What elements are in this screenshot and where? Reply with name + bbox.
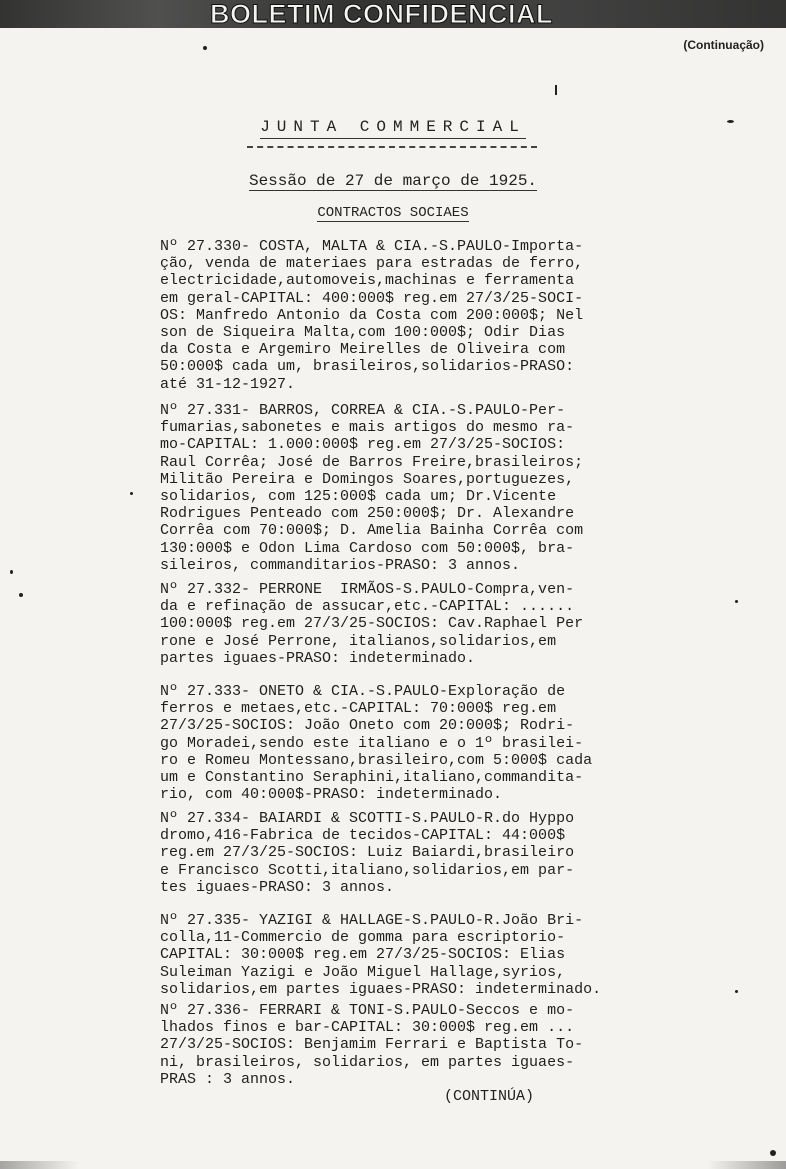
entry-line: solidarios,em partes iguaes-PRASO: indeterminado.	[160, 980, 602, 998]
scan-edge	[0, 1161, 786, 1169]
entry-line: solidarios, com 125:000$ cada um; Dr.Vicente	[160, 488, 557, 506]
entry-line: fumarias,sabonetes e mais artigos do mesmo ra-	[160, 419, 575, 437]
entry-line: Nº 27.336- FERRARI & TONI-S.PAULO-Seccos e mo-	[160, 1002, 575, 1019]
entry-line: sileiros, commanditarios-PRASO: 3 annos.	[160, 556, 521, 574]
scan-speck	[130, 492, 133, 495]
entry-line: ni, brasileiros, solidarios, em partes iguaes-	[160, 1053, 575, 1071]
scan-speck	[735, 600, 738, 603]
contract-entry	[160, 810, 760, 896]
contract-entry	[160, 912, 760, 998]
entry-line: Nº 27.332- PERRONE IRMÃOS-S.PAULO-Compra,ven-	[160, 581, 575, 598]
scan-speck	[555, 85, 557, 95]
entry-line: mo-CAPITAL: 1.000:000$ reg.em 27/3/25-SOCIOS:	[160, 436, 566, 454]
entry-line: até 31-12-1927.	[160, 375, 296, 393]
entry-line: tes iguaes-PRASO: 3 annos.	[160, 878, 395, 896]
entry-line: da e refinação de assucar,etc.-CAPITAL: ......	[160, 598, 575, 616]
entry-line: 50:000$ cada um, brasileiros,solidarios-PRASO:	[160, 358, 575, 376]
section-title	[0, 205, 786, 221]
scan-speck	[19, 593, 23, 597]
entry-line: PRAS : 3 annos.	[160, 1070, 296, 1088]
entry-line: da Costa e Argemiro Meirelles de Oliveira com	[160, 341, 566, 359]
entry-line: rio, com 40:000$-PRASO: indeterminado.	[160, 786, 503, 804]
session-date-text: Sessão de 27 de março de 1925.	[248, 172, 538, 190]
scan-speck	[770, 1150, 776, 1156]
entry-line: Nº 27.335- YAZIGI & HALLAGE-S.PAULO-R.João Bri-	[160, 912, 584, 929]
scan-speck	[735, 990, 738, 993]
org-title-text: JUNTA COMMERCIAL	[260, 118, 526, 139]
entry-line: electricidade,automoveis,machinas e ferramenta	[160, 272, 575, 290]
entry-line: son de Siqueira Malta,com 100:000$; Odir Dias	[160, 324, 566, 342]
entry-line: Corrêa com 70:000$; D. Amelia Bainha Corrêa com	[160, 522, 584, 540]
contract-entry	[160, 1002, 760, 1088]
entry-line: CAPITAL: 30:000$ reg.em 27/3/25-SOCIOS: Elias	[160, 946, 566, 964]
scan-speck	[10, 570, 13, 574]
entry-line: reg.em 27/3/25-SOCIOS: Luiz Baiardi,brasileiro	[160, 844, 575, 862]
entry-line: ro e Romeu Montessano,brasileiro,com 5:000$ cada	[160, 751, 593, 769]
entry-line: dromo,416-Fabrica de tecidos-CAPITAL: 44:000$	[160, 827, 566, 845]
entry-line: e Francisco Scotti,italiano,solidarios,em par-	[160, 861, 575, 879]
entry-line: Nº 27.333- ONETO & CIA.-S.PAULO-Exploração de	[160, 683, 566, 700]
org-title	[0, 118, 786, 136]
entry-line: Raul Corrêa; José de Barros Freire,brasileiros;	[160, 453, 584, 471]
entry-line: em geral-CAPITAL: 400:000$ reg.em 27/3/25-SOCI-	[160, 289, 584, 307]
entry-line: Nº 27.330- COSTA, MALTA & CIA.-S.PAULO-Importa-	[160, 238, 584, 255]
contract-entry	[160, 683, 760, 803]
title-divider	[247, 146, 537, 148]
contract-entry	[160, 581, 760, 667]
continuation-label: (Continuação)	[683, 38, 764, 52]
entry-line: go Moradei,sendo este italiano e o 1º brasilei-	[160, 734, 584, 752]
entry-line: um e Constantino Seraphini,italiano,commandita-	[160, 769, 584, 787]
scan-speck	[203, 46, 207, 50]
entry-line: OS: Manfredo Antonio da Costa com 200:000$; Nel	[160, 306, 584, 324]
scan-speck	[727, 120, 734, 123]
entry-line: Militão Pereira e Domingos Soares,portuguezes,	[160, 470, 575, 488]
entry-line: Nº 27.334- BAIARDI & SCOTTI-S.PAULO-R.do Hyppo	[160, 810, 575, 827]
entry-line: lhados finos e bar-CAPITAL: 30:000$ reg.em ...	[160, 1019, 575, 1037]
entry-line: 100:000$ reg.em 27/3/25-SOCIOS: Cav.Raphael Per	[160, 615, 584, 633]
contract-entry	[160, 402, 760, 574]
contract-entry	[160, 238, 760, 393]
section-title-text: CONTRACTOS SOCIAES	[317, 205, 469, 221]
entry-line: ferros e metaes,etc.-CAPITAL: 70:000$ reg.em	[160, 700, 557, 718]
entry-line: Nº 27.331- BARROS, CORREA & CIA.-S.PAULO-Per-	[160, 402, 566, 419]
entry-line: 130:000$ e Odon Lima Cardoso com 50:000$, bra-	[160, 539, 575, 557]
entry-line: 27/3/25-SOCIOS: João Oneto com 20:000$; Rodri-	[160, 717, 575, 735]
entry-line: rone e José Perrone, italianos,solidarios,em	[160, 632, 557, 650]
bulletin-title: BOLETIM CONFIDENCIAL	[210, 0, 553, 29]
entry-line: Rodrigues Penteado com 250:000$; Dr. Alexandre	[160, 505, 575, 523]
continued-note: (CONTINÚA)	[444, 1088, 535, 1105]
session-date	[0, 172, 786, 190]
entry-line: colla,11-Commercio de gomma para escriptorio-	[160, 929, 566, 947]
entry-line: ção, venda de materiaes para estradas de ferro,	[160, 255, 584, 273]
entry-line: partes iguaes-PRASO: indeterminado.	[160, 649, 476, 667]
entry-line: Suleiman Yazigi e João Miguel Hallage,syrios,	[160, 963, 566, 981]
entry-line: 27/3/25-SOCIOS: Benjamim Ferrari e Baptista To-	[160, 1036, 584, 1054]
